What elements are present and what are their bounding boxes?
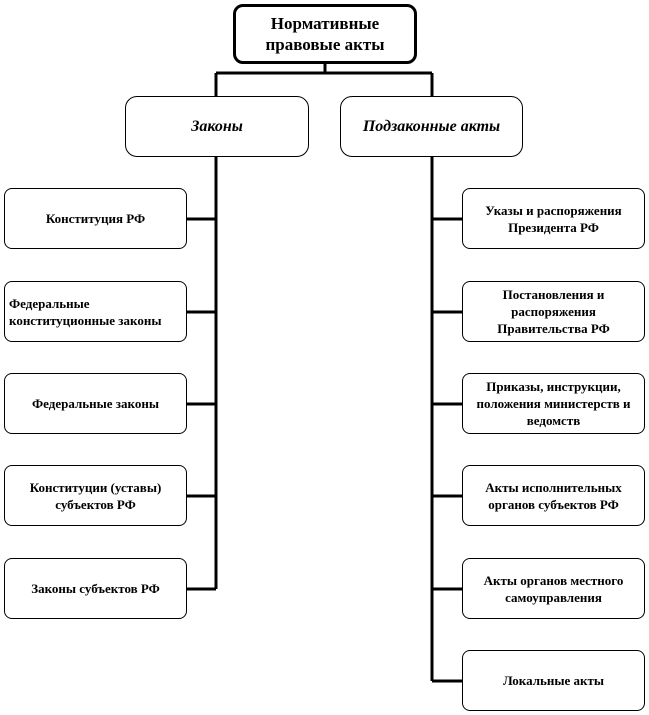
bylaw-node-government bbox=[462, 281, 645, 342]
bylaw-node-ministries bbox=[462, 373, 645, 434]
bylaw-node-label: Приказы, инструкции, положения министерств и ведомств bbox=[476, 379, 631, 428]
bylaw-node-label: Акты исполнительных органов субъектов РФ bbox=[485, 479, 622, 512]
bylaw-node-local-acts bbox=[462, 650, 645, 711]
bylaw-node-label: Постановления и распоряжения Правительства РФ bbox=[497, 287, 610, 336]
law-node-subject-laws bbox=[4, 558, 187, 619]
root-node bbox=[233, 4, 417, 64]
law-node-federal-constitutional bbox=[4, 281, 187, 342]
law-node-constitution bbox=[4, 188, 187, 249]
laws-category-label: Законы bbox=[191, 118, 243, 135]
bylaw-node-subject-executive bbox=[462, 465, 645, 526]
law-node-subject-constitutions bbox=[4, 465, 187, 526]
laws-category-node bbox=[125, 96, 309, 157]
law-node-label: Федеральные конституционные законы bbox=[9, 295, 162, 328]
bylaws-category-label: Подзаконные акты bbox=[362, 118, 501, 135]
bylaw-node-local-government bbox=[462, 558, 645, 619]
bylaw-node-label: Указы и распоряжения Президента РФ bbox=[485, 202, 622, 235]
bylaw-node-president bbox=[462, 188, 645, 249]
bylaws-category-node bbox=[340, 96, 523, 157]
law-node-federal bbox=[4, 373, 187, 434]
law-node-label: Законы субъектов РФ bbox=[31, 581, 160, 596]
root-node-label: Нормативные правовые акты bbox=[265, 14, 385, 54]
law-node-label: Конституции (уставы) субъектов РФ bbox=[29, 479, 162, 512]
law-node-label: Конституция РФ bbox=[45, 211, 146, 226]
law-node-label: Федеральные законы bbox=[32, 396, 159, 411]
bylaw-node-label: Акты органов местного самоуправления bbox=[483, 572, 624, 605]
bylaw-node-label: Локальные акты bbox=[502, 673, 605, 688]
